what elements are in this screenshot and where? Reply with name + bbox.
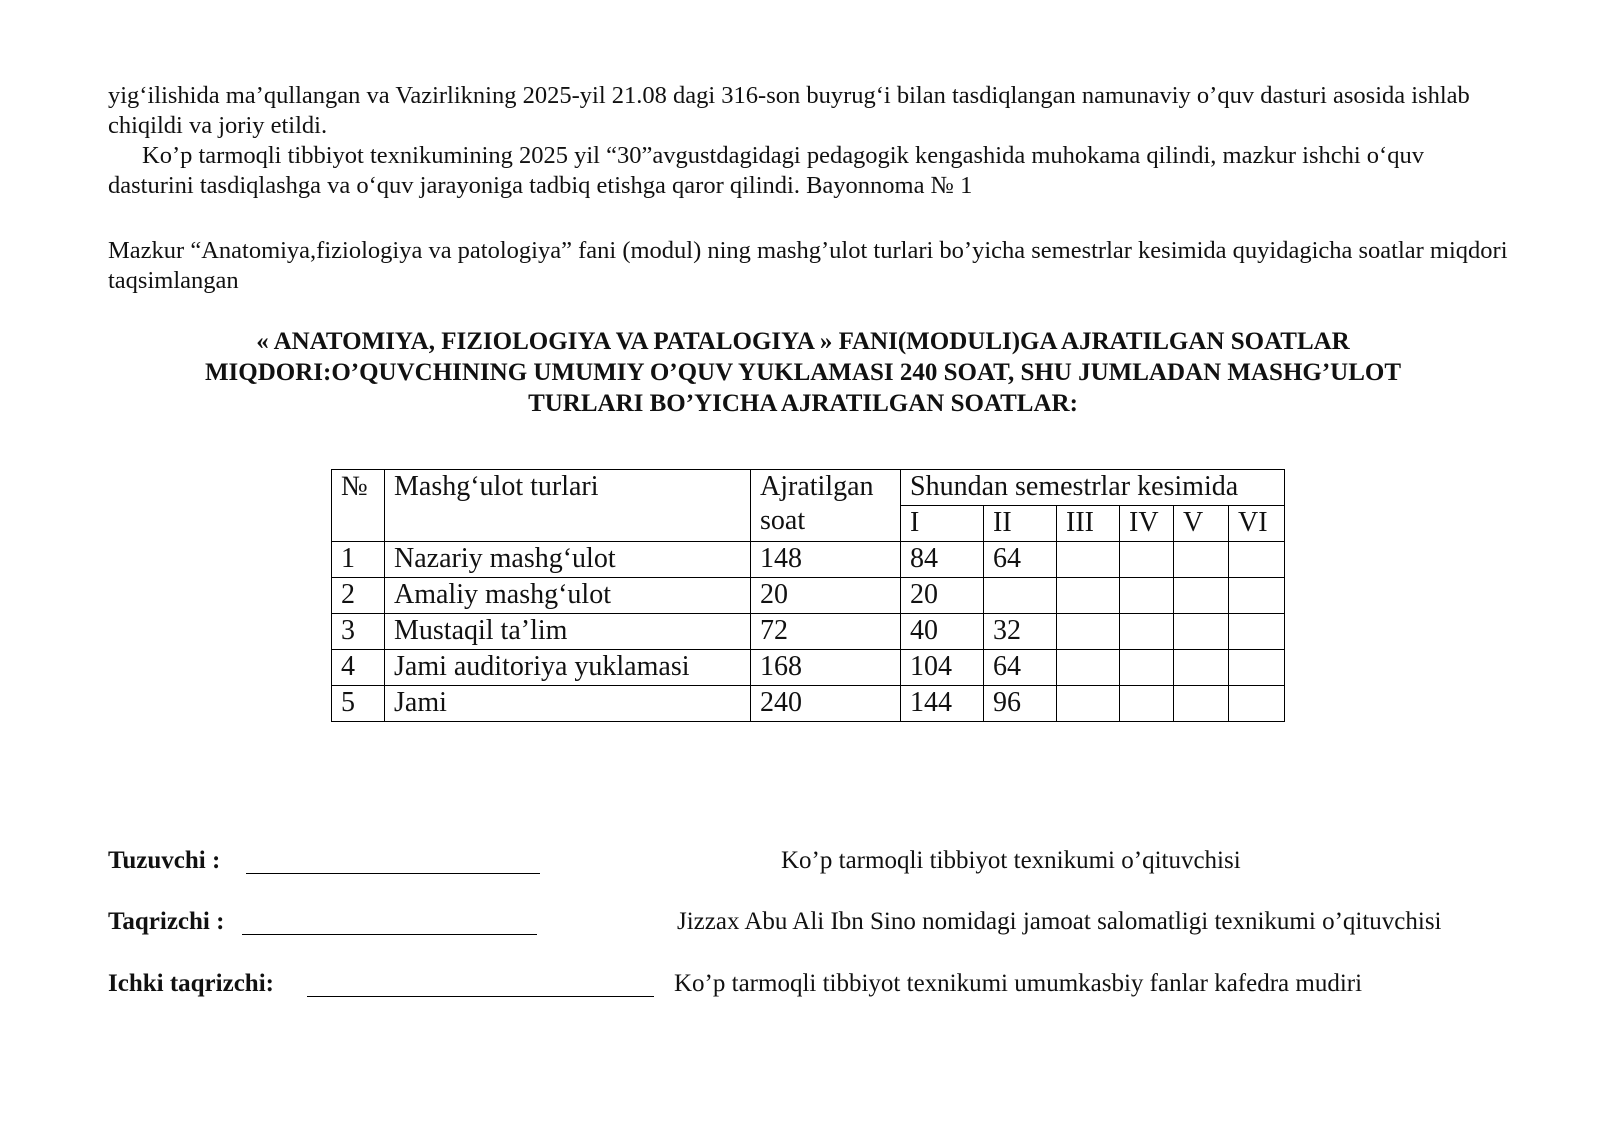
row-semester-6 [1229,650,1285,686]
row-lesson-type: Nazariy mashg‘ulot [385,542,751,578]
header-allocated-hours [751,470,901,542]
row-semester-2: 64 [984,542,1057,578]
header-lesson-type: Mashg‘ulot turlari [385,470,751,542]
row-semester-3 [1057,650,1120,686]
row-lesson-type: Mustaqil ta’lim [385,614,751,650]
row-lesson-type: Amaliy mashg‘ulot [385,578,751,614]
row-semester-6 [1229,542,1285,578]
header-semester-5: V [1174,506,1229,542]
header-semester-3: III [1057,506,1120,542]
row-semester-3 [1057,578,1120,614]
header-number: № [332,470,385,542]
row-semester-3 [1057,686,1120,722]
reviewer-signature-line[interactable] [242,934,537,935]
row-semester-4 [1120,578,1174,614]
row-lesson-type: Jami [385,686,751,722]
header-semester-6: VI [1229,506,1285,542]
row-number: 2 [332,578,385,614]
row-number: 1 [332,542,385,578]
approval-paragraph: Ko’p tarmoqli tibbiyot texnikumining 2025 yil “30”avgustdagidagi pedagogik kengashida muhokama qilindi, mazkur ishchi o‘quv dasturini tasdiqlashga va o‘quv jarayoniga tadbiq etishga qaror qilindi. Bayonnoma № 1 [108,142,1424,199]
row-semester-6 [1229,686,1285,722]
row-semester-5 [1174,542,1229,578]
reviewer-label: Taqrizchi : [108,908,225,935]
row-semester-1: 40 [901,614,984,650]
row-hours: 148 [751,542,901,578]
row-semester-5 [1174,650,1229,686]
row-hours: 20 [751,578,901,614]
table-row [332,686,1285,722]
table-heading [108,326,1498,419]
table-header-row [332,470,1285,506]
author-signature-line[interactable] [246,873,540,874]
table-row [332,614,1285,650]
row-hours: 72 [751,614,901,650]
hours-table [331,469,1285,722]
row-hours: 240 [751,686,901,722]
row-semester-3 [1057,614,1120,650]
reviewer-role: Jizzax Abu Ali Ibn Sino nomidagi jamoat salomatligi texnikumi o’qituvchisi [677,908,1442,935]
intro-paragraph: yig‘ilishida ma’qullangan va Vazirlikning 2025-yil 21.08 dagi 316-son buyrug‘i bilan tasdiqlangan namunaviy o’quv dasturi asosida ishlab chiqildi va joriy etildi. [108,82,1470,139]
row-semester-4 [1120,614,1174,650]
row-number: 5 [332,686,385,722]
internal-reviewer-role: Ko’p tarmoqli tibbiyot texnikumi umumkasbiy fanlar kafedra mudiri [674,970,1363,997]
internal-reviewer-label: Ichki taqrizchi: [108,970,274,997]
row-number: 3 [332,614,385,650]
row-semester-2: 32 [984,614,1057,650]
row-semester-5 [1174,578,1229,614]
row-semester-6 [1229,578,1285,614]
header-allocated-hours-line-1: Ajratilgan [760,471,874,502]
header-semester-4: IV [1120,506,1174,542]
row-semester-1: 104 [901,650,984,686]
row-lesson-type: Jami auditoriya yuklamasi [385,650,751,686]
row-semester-4 [1120,686,1174,722]
row-semester-5 [1174,614,1229,650]
header-semesters-group: Shundan semestrlar kesimida [901,470,1285,506]
row-semester-4 [1120,650,1174,686]
row-semester-4 [1120,542,1174,578]
row-semester-1: 84 [901,542,984,578]
table-row [332,578,1285,614]
row-semester-6 [1229,614,1285,650]
row-semester-2: 64 [984,650,1057,686]
row-semester-2 [984,578,1057,614]
heading-line-2: MIQDORI:O’QUVCHINING UMUMIY O’QUV YUKLAMASI 240 SOAT, SHU JUMLADAN MASHG’ULOT [204,359,1402,386]
row-number: 4 [332,650,385,686]
internal-reviewer-signature-line[interactable] [307,996,654,997]
header-allocated-hours-line-2: soat [760,505,806,536]
heading-line-3: TURLARI BO’YICHA AJRATILGAN SOATLAR: [528,390,1078,417]
row-semester-1: 20 [901,578,984,614]
header-semester-1: I [901,506,984,542]
row-semester-5 [1174,686,1229,722]
table-row [332,650,1285,686]
row-semester-3 [1057,542,1120,578]
distribution-paragraph: Mazkur “Anatomiya,fiziologiya va patologiya” fani (modul) ning mashg’ulot turlari bo’yicha semestrlar kesimida quyidagicha soatlar miqdori taqsimlangan [108,237,1508,294]
header-semester-2: II [984,506,1057,542]
row-semester-1: 144 [901,686,984,722]
table-row [332,542,1285,578]
author-label: Tuzuvchi : [108,847,221,874]
heading-line-1: « ANATOMIYA, FIZIOLOGIYA VA PATALOGIYA » FANI(MODULI)GA AJRATILGAN SOATLAR [256,328,1350,355]
author-role: Ko’p tarmoqli tibbiyot texnikumi o’qituvchisi [781,847,1241,874]
row-hours: 168 [751,650,901,686]
row-semester-2: 96 [984,686,1057,722]
